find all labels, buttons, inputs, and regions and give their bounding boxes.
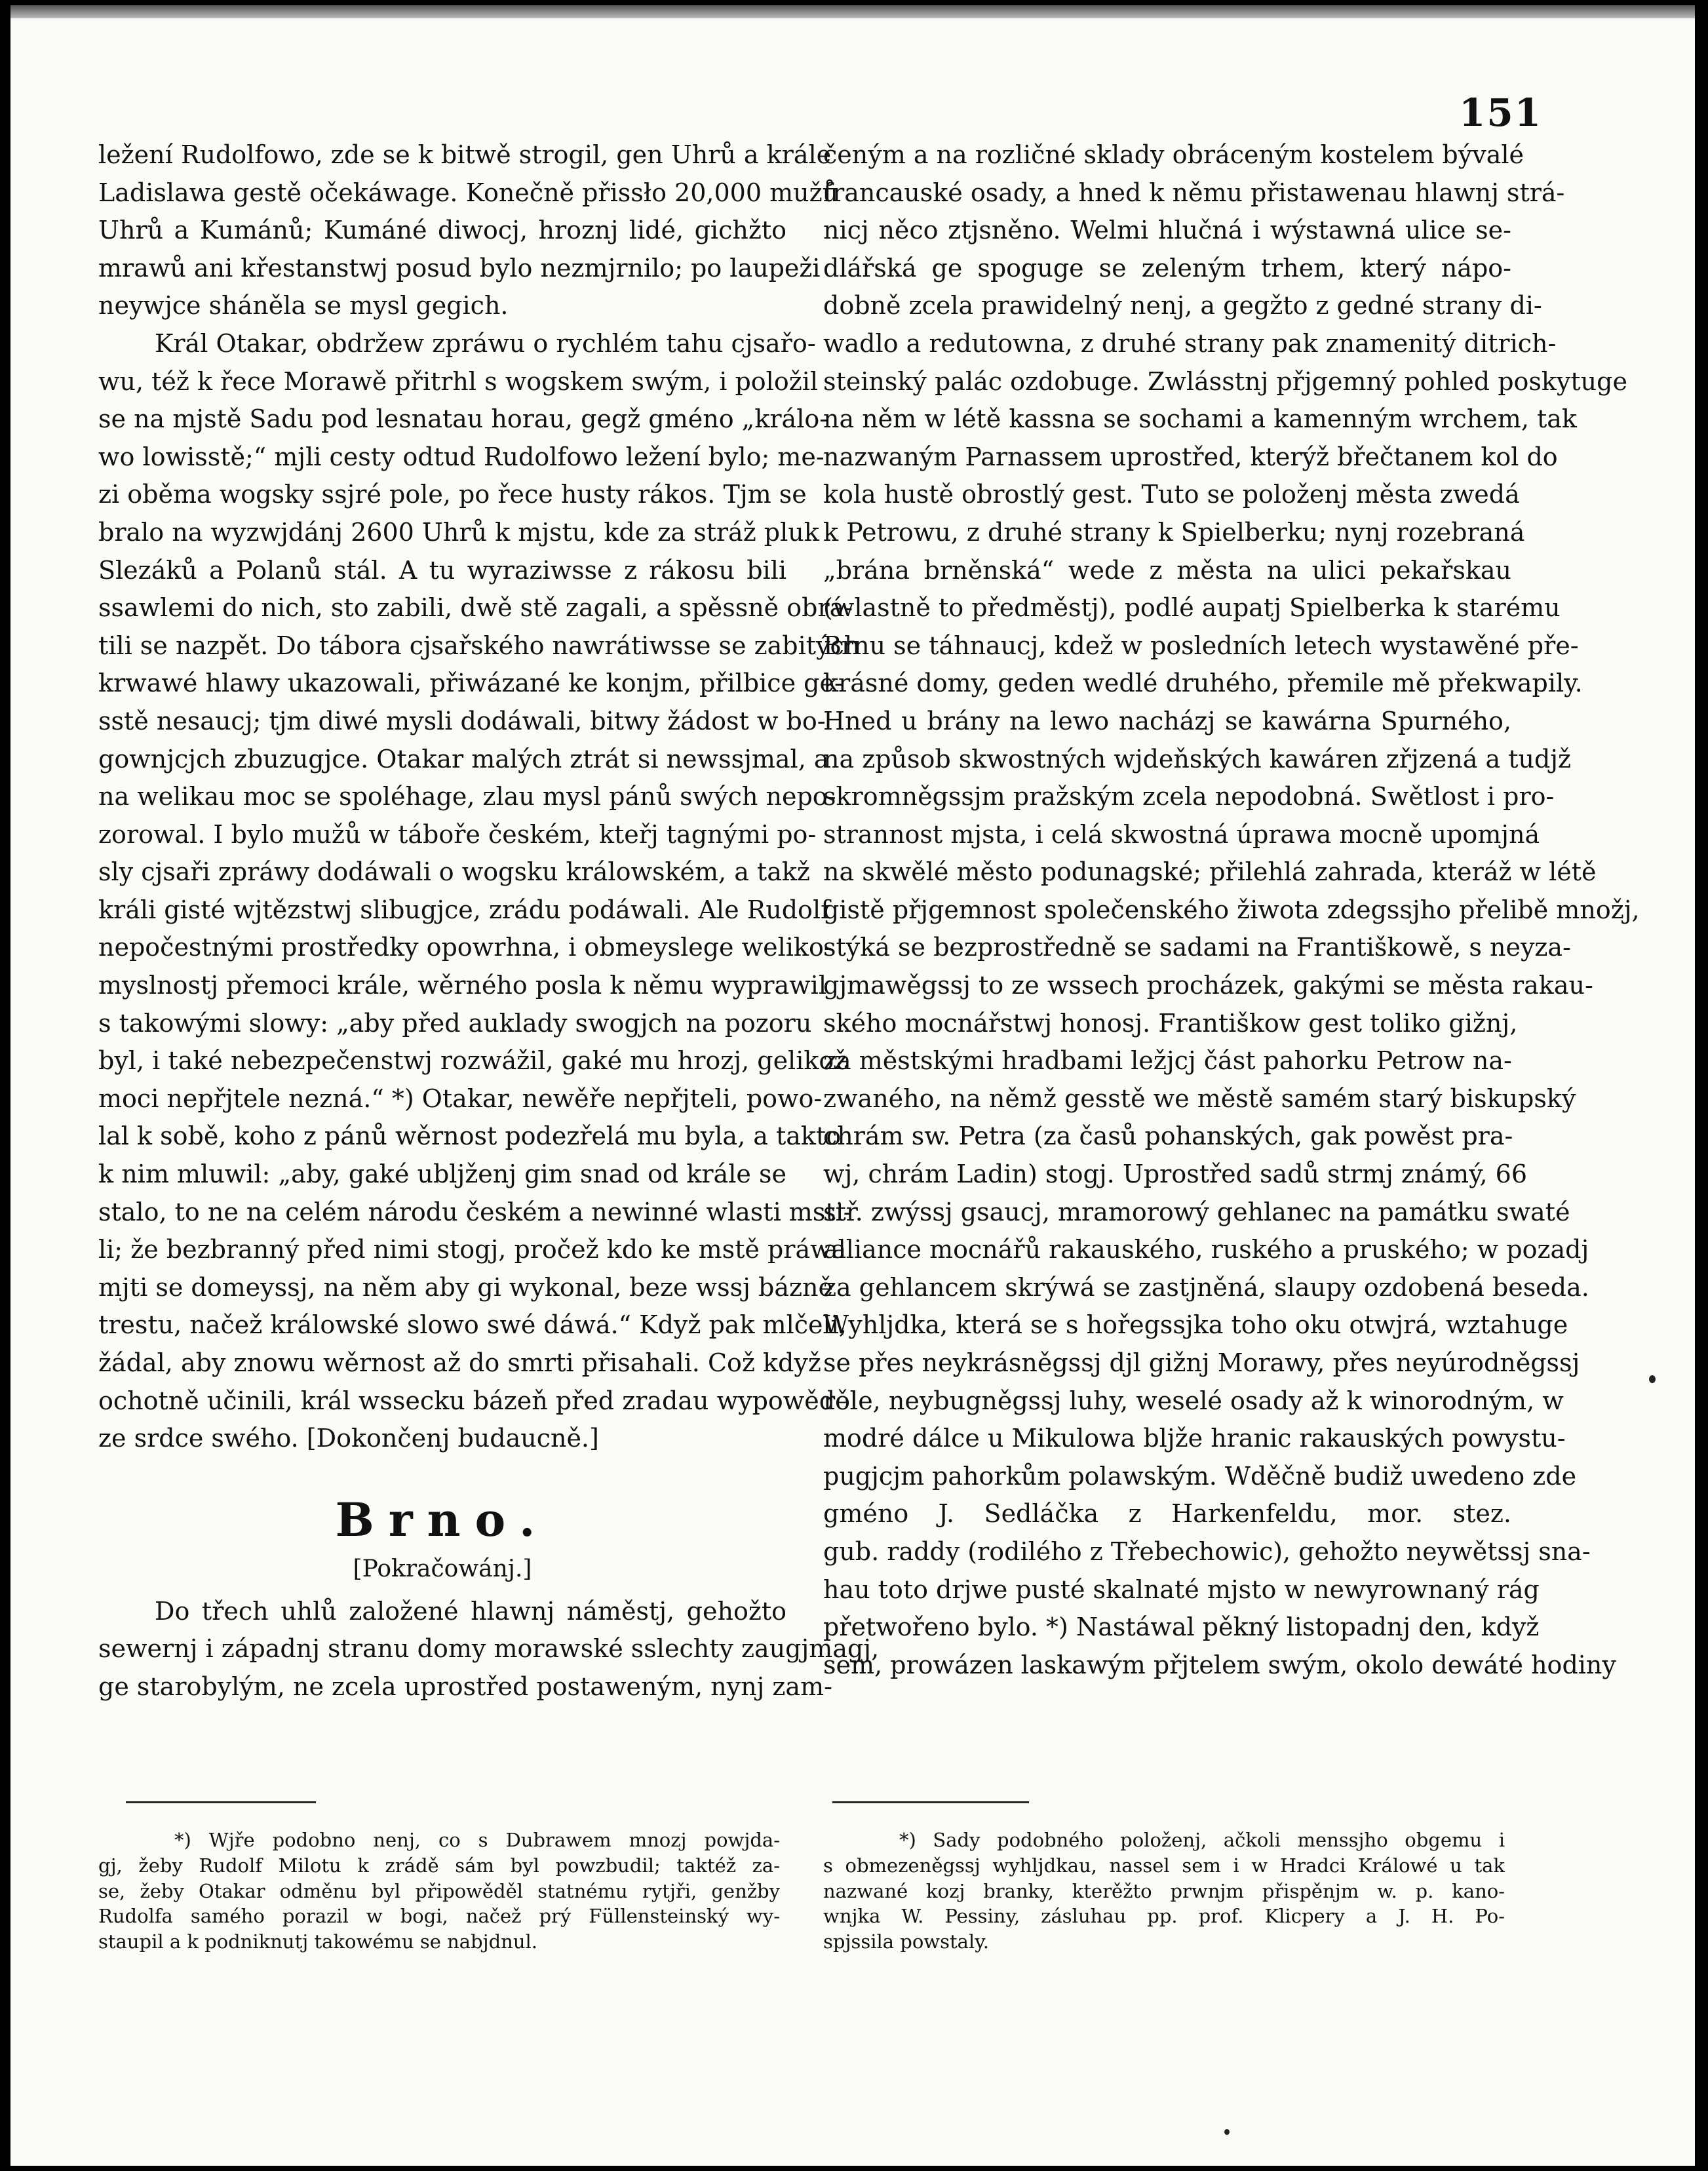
footnote-line: gj, žeby Rudolf Milotu k zrádě sám byl powzbudil; taktéž za-	[98, 1854, 780, 1877]
text-line: gméno J. Sedláčka z Harkenfeldu, mor. stez.	[823, 1499, 1511, 1529]
text-line: čeným a na rozličné sklady obráceným kostelem bývalé	[823, 140, 1524, 169]
text-line: mrawů ani křestanstwj posud bylo nezmjrnilo; po laupeži	[98, 253, 821, 283]
text-line: sem, prowázen laskawým přjtelem swým, okolo dewáté hodiny	[823, 1650, 1616, 1679]
text-line: chrám sw. Petra (za časů pohanských, gak powěst pra-	[823, 1122, 1513, 1151]
left-column	[98, 136, 880, 1706]
text-line: gistě přjgemnost společenského žiwota zdegssjho přelibě množj,	[823, 895, 1640, 924]
text-line: se přes neykrásněgssj djl gižnj Morawy, přes neyúrodněgssj	[823, 1348, 1580, 1377]
text-line: nicj něco ztjsněno. Welmi hlučná i wýstawná ulice se-	[823, 216, 1511, 245]
text-line: zwaného, na němž gesstě we městě samém starý biskupský	[823, 1084, 1576, 1113]
text-line: mjti se domeyssj, na něm aby gi wykonal, beze wssj bázně	[98, 1272, 833, 1302]
text-line: li; že bezbranný před nimi stogj, pročež kdo ke mstě práwa	[98, 1235, 847, 1264]
text-line: lal k sobě, koho z pánů wěrnost podezřelá mu byla, a takto	[98, 1122, 842, 1151]
footnote-line: *) Wjře podobno nenj, co s Dubrawem mnozj powjda-	[174, 1829, 780, 1851]
text-line: stýká se bezprostředně se sadami na Františkowě, s neyza-	[823, 933, 1571, 962]
text-line: wadlo a redutowna, z druhé strany pak znamenitý ditrich-	[823, 328, 1557, 358]
footnote-rule-right	[832, 1801, 1029, 1803]
text-line: neywjce sháněla se mysl gegich.	[98, 291, 509, 321]
footnote-line: Rudolfa samého porazil w bogi, načež prý Füllensteinský wy-	[98, 1905, 780, 1928]
text-line: na něm w létě kassna se sochami a kamenným wrchem, tak	[823, 404, 1577, 434]
footnote-line: nazwané kozj branky, kterěžto prwnjm přispěnjm w. p. kano-	[823, 1879, 1505, 1902]
text-line: hau toto drjwe pusté skalnaté mjsto w newyrownaný rág	[823, 1574, 1540, 1604]
text-line: sewernj i západnj stranu domy morawské sslechty zaugjmagj,	[98, 1634, 880, 1664]
text-line: nepočestnými prostředky opowrhna, i obmeyslege weliko-	[98, 933, 832, 962]
footnote-rule-left	[126, 1801, 316, 1803]
text-line: Král Otakar, obdržew zpráwu o rychlém tahu cjsařo-	[155, 328, 816, 358]
footnote-left	[98, 1828, 780, 1955]
text-line: za městskými hradbami ležjcj část pahorku Petrow na-	[823, 1046, 1512, 1076]
scan-speck	[1649, 1375, 1656, 1383]
right-column-text	[823, 136, 1640, 1684]
text-line: sstě nesaucj; tjm diwé mysli dodáwali, bitwy žádost w bo-	[98, 706, 826, 735]
text-line: wu, též k řece Morawě přitrhl s wogskem swým, i položil	[98, 366, 819, 396]
text-line: (wlastně to předměstj), podlé aupatj Spielberka k starému	[823, 593, 1561, 623]
scan-edge	[10, 5, 1695, 18]
text-line: Wyhljdka, která se s hořegssjka toho oku otwjrá, wztahuge	[823, 1310, 1568, 1340]
scan-speck	[1224, 2129, 1230, 2135]
text-line: ského mocnářstwj honosj. Františkow gest toliko gižnj,	[823, 1008, 1518, 1038]
text-line: krásné domy, geden wedlé druhého, přemile mě překwapily.	[823, 669, 1583, 698]
text-line: ležení Rudolfowo, zde se k bitwě strogil, gen Uhrů a krále	[98, 140, 832, 169]
text-line: Ladislawa gestě očekáwage. Konečně přissło 20,000 mužů	[98, 178, 839, 207]
footnote-line: *) Sady podobného položenj, ačkoli menssjho obgemu i	[899, 1829, 1505, 1851]
text-line: Slezáků a Polanů stál. A tu wyraziwsse z rákosu bili	[98, 555, 786, 585]
footnote-right	[823, 1828, 1505, 1955]
text-line: bralo na wyzwjdánj 2600 Uhrů k mjstu, kde za stráž pluk	[98, 517, 819, 547]
text-line: modré dálce u Mikulowa blјže hranic rakauských powystu-	[823, 1424, 1566, 1453]
article-title: Brno.	[335, 1492, 550, 1547]
text-line: zorowal. I bylo mužů w táboře českém, kteřj tagnými po-	[98, 819, 817, 849]
right-column	[823, 136, 1640, 1684]
text-line: krwawé hlawy ukazowali, přiwázané ke konjm, přilbice ge-	[98, 669, 843, 698]
text-line: skromněgssjm pražským zcela nepodobná. Swětlost i pro-	[823, 782, 1555, 812]
text-line: k Petrowu, z druhé strany k Spielberku; nynj rozebraná	[823, 517, 1525, 547]
text-line: na skwělé město podunagské; přilehlá zahrada, kteráž w létě	[823, 857, 1597, 887]
text-line: Do třech uhlů založené hlawnj náměstj, gehožto	[155, 1596, 786, 1626]
text-line: na způsob skwostných wjdeňských kawáren zřjzená a tudjž	[823, 744, 1572, 773]
text-line: Brnu se táhnaucj, kdež w posledních letech wystawěné pře-	[823, 631, 1579, 660]
text-line: na welikau moc se spoléhage, zlau mysl pánů swých nepo-	[98, 782, 836, 812]
text-line: králi gisté wjtězstwj slibugjce, zrádu podáwali. Ale Rudolf	[98, 895, 830, 924]
text-line: nazwaným Parnassem uprostřed, kterýž břečtanem kol do	[823, 442, 1558, 471]
text-line: s takowými slowy: „aby před auklady swogjch na pozoru	[98, 1008, 812, 1038]
text-line: ze srdce swého. [Dokončenj budaucně.]	[98, 1424, 599, 1453]
text-line: ge starobylým, ne zcela uprostřed postaweným, nynj zam-	[98, 1672, 832, 1701]
text-line: francauské osady, a hned k němu přistawenau hlawnj strá-	[823, 178, 1565, 207]
text-line: ssawlemi do nich, sto zabili, dwě stě zagali, a spěssně obrá-	[98, 593, 853, 623]
text-line: wo lowisstě;“ mjli cesty odtud Rudolfowo ležení bylo; me-	[98, 442, 825, 471]
text-line: za gehlancem skrýwá se zastjněná, slaupy ozdobená beseda.	[823, 1272, 1589, 1302]
text-line: kola hustě obrostlý gest. Tuto se položenj města zwedá	[823, 480, 1520, 509]
text-line: stalo, to ne na celém národu českém a newinné wlasti msti-	[98, 1197, 852, 1226]
text-line: tili se nazpět. Do tábora cjsařského nawrátiwsse se zabitých	[98, 631, 861, 660]
left-column-text	[98, 136, 861, 1458]
text-line: gownjcjch zbuzugjce. Otakar malých ztrát si newssjmal, a	[98, 744, 829, 773]
text-line: Hned u brány na lewo nacházj se kawárna Spurného,	[823, 706, 1511, 735]
text-line: k nim mluwil: „aby, gaké ublјženj gim snad od krále se	[98, 1160, 786, 1189]
text-line: alliance mocnářů rakauského, ruského a pruského; w pozadj	[823, 1235, 1589, 1264]
text-line: se na mjstě Sadu pod lesnatau horau, gegž gméno „králo-	[98, 404, 828, 434]
text-line: Uhrů a Kumánů; Kumáné diwocj, hroznj lidé, gichžto	[98, 216, 786, 245]
text-line: wj, chrám Ladin) stogj. Uprostřed sadů strmj známý, 66	[823, 1160, 1528, 1189]
footnote-line: spjssila powstaly.	[823, 1930, 989, 1953]
text-line: přetwořeno bylo. *) Nastáwal pěkný listopadnj den, když	[823, 1613, 1540, 1642]
text-line: trestu, načež králowské slowo swé dáwá.“ Když pak mlčeli,	[98, 1310, 847, 1340]
text-line: byl, i také nebezpečenstwj rozwážil, gaké mu hrozj, gelikož	[98, 1046, 847, 1076]
text-line: žádal, aby znowu wěrnost až do smrti přisahali. Což když	[98, 1348, 821, 1377]
text-line: gub. raddy (rodilého z Třebechowic), gehožto neywětssj sna-	[823, 1536, 1591, 1566]
text-line: stř. zwýssj gsaucj, mramorowý gehlanec na památku swaté	[823, 1197, 1570, 1226]
page-number: 151	[1459, 90, 1543, 135]
text-line: „brána brněnská“ wede z města na ulici pekařskau	[823, 555, 1511, 585]
article-subtitle: [Pokračowánj.]	[353, 1555, 532, 1582]
footnote-line: s obmezeněgssj wyhljdkau, nassel sem i w Hradci Králowé u tak	[823, 1854, 1505, 1877]
text-line: gjmawěgssj to ze wssech procházek, gakými se města rakau-	[823, 971, 1593, 1000]
footnote-line: staupil a k podniknutj takowému se nabjdnul.	[98, 1930, 538, 1953]
text-line: dlářská ge spoguge se zeleným trhem, který nápo-	[823, 253, 1511, 283]
footnote-line: se, žeby Otakar odměnu byl připowěděl statnému rytjři, genžby	[98, 1879, 780, 1902]
article-text	[98, 1593, 880, 1706]
text-line: steinský palác ozdobuge. Zwlásstnj přjgemný pohled poskytuge	[823, 366, 1627, 396]
text-line: moci nepřjtele nezná.“ *) Otakar, newěře nepřjteli, powo-	[98, 1084, 823, 1113]
text-line: role, neybugněgssj luhy, weselé osady až k winorodným, w	[823, 1386, 1564, 1415]
text-line: pugjcjm pahorkům polawským. Wděčně budiž uwedeno zde	[823, 1461, 1577, 1491]
text-line: ochotně učinili, král wssecku bázeň před zradau wypowěděl	[98, 1386, 858, 1415]
scanned-page	[10, 5, 1695, 2166]
text-line: sly cjsaři zpráwy dodáwali o wogsku králowském, a takž	[98, 857, 810, 887]
text-line: dobně zcela prawidelný nenj, a gegžto z gedné strany di-	[823, 291, 1542, 321]
text-line: zi oběma wogsky ssjré pole, po řece husty rákos. Tjm se	[98, 480, 807, 509]
text-line: strannost mjsta, i celá skwostná úprawa mocně upomjná	[823, 819, 1540, 849]
footnote-line: wnjka W. Pessiny, zásluhau pp. prof. Klicpery a J. H. Po-	[823, 1905, 1505, 1928]
text-line: myslnostj přemoci krále, wěrného posla k němu wyprawil	[98, 971, 826, 1000]
